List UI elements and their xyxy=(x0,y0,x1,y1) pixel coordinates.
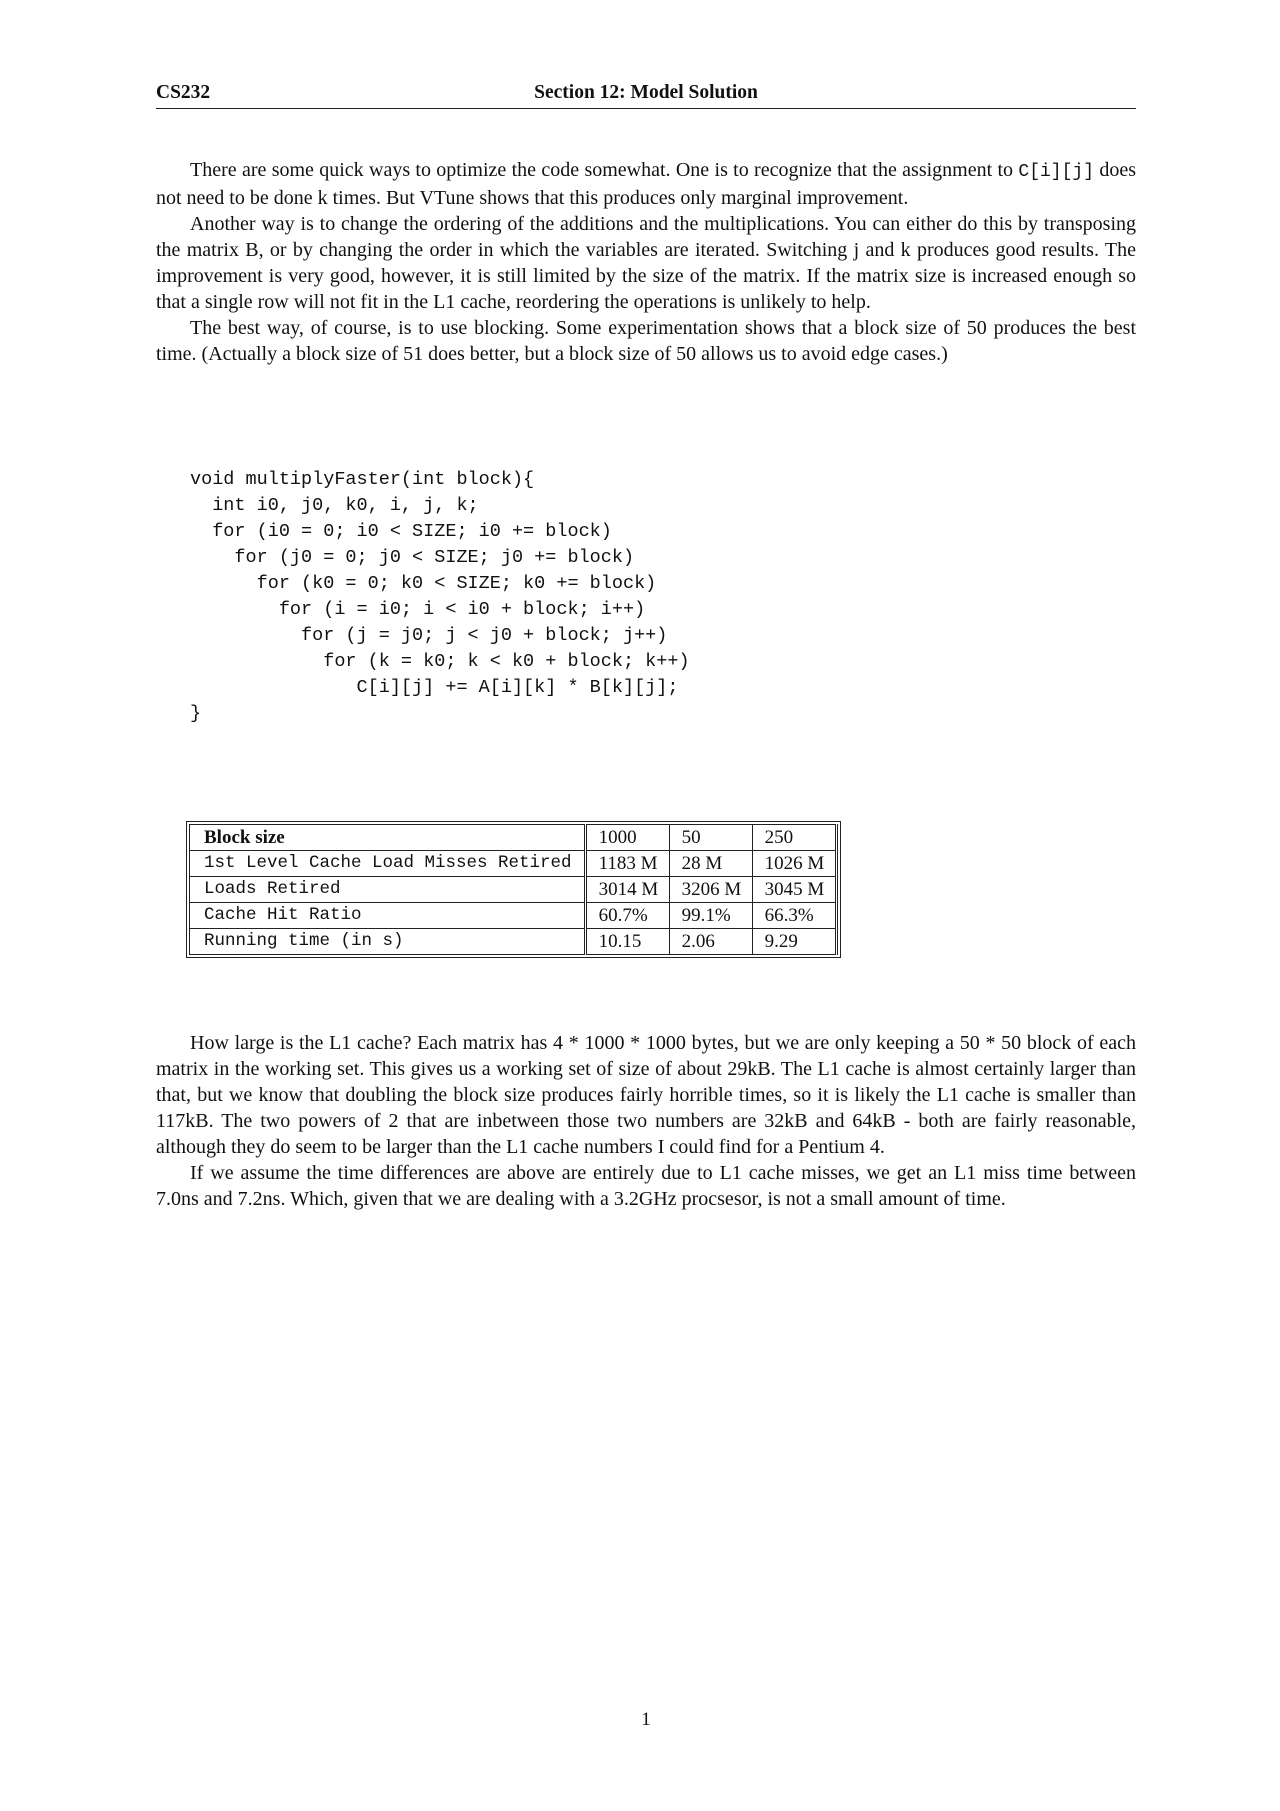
row-label-cell: Cache Hit Ratio xyxy=(190,903,586,929)
row-label-cell: 1st Level Cache Load Misses Retired xyxy=(190,851,586,877)
page-number: 1 xyxy=(641,1709,651,1730)
paragraph-l1-miss-time: If we assume the time differences are above are entirely due to L1 cache misses, we get an L1 miss time between 7.0ns and 7.2ns. Which, given that we are dealing with a 3.2GHz procsesor, is not a small amount of time. xyxy=(156,1162,1136,1210)
header-label-cell: Block size xyxy=(190,825,586,851)
header-value-cell: 50 xyxy=(669,825,752,851)
p1-text-before: There are some quick ways to optimize the code somewhat. One is to recognize that the assignment to xyxy=(190,159,1019,181)
paragraph-quick-optimizations xyxy=(156,157,1136,211)
header-value-cell: 1000 xyxy=(585,825,669,851)
row-value-cell: 3045 M xyxy=(752,877,836,903)
results-table-frame xyxy=(186,821,841,958)
results-table xyxy=(189,824,838,955)
paragraph-reordering: Another way is to change the ordering of the additions and the multiplications. You can either do this by transposing the matrix B, or by changing the order in which the variables are iterated. Switching j and k produces good results. The improvement is very good, however, it is still limited by the size of the matrix. If the matrix size is increased enough so that a single row will not fit in the L1 cache, reordering the operations is unlikely to help. xyxy=(156,213,1136,313)
table-row xyxy=(190,877,837,903)
p1-text-after: does not need to be done k times. But VTune shows that this produces only marginal improvement. xyxy=(156,159,1137,209)
table-row xyxy=(190,851,837,877)
row-value-cell: 66.3% xyxy=(752,903,836,929)
row-value-cell: 3014 M xyxy=(585,877,669,903)
row-label-cell: Running time (in s) xyxy=(190,929,586,955)
code-block-multiply-faster: void multiplyFaster(int block){ int i0, j0, k0, i, j, k; for (i0 = 0; i0 < SIZE; i0 += block) for (j0 = 0; j0 < SIZE; j0 += block) for (k0 = 0; k0 < SIZE; k0 += block) for (i = i0; i < i0 + block; i++) for (j = j0; j < j0 + block; j++) for (k = k0; k < k0 + block; k++) C[i][j] += A[i][k] * B[k][j]; } xyxy=(190,469,690,724)
table-row xyxy=(190,903,837,929)
row-value-cell: 9.29 xyxy=(752,929,836,955)
analysis-section xyxy=(156,1030,1136,1212)
intro-section xyxy=(156,157,1136,367)
row-value-cell: 28 M xyxy=(669,851,752,877)
row-label-cell: Loads Retired xyxy=(190,877,586,903)
inline-code-cij: C[i][j] xyxy=(1018,162,1095,182)
row-value-cell: 10.15 xyxy=(585,929,669,955)
header-title: Section 12: Model Solution xyxy=(534,82,758,103)
row-value-cell: 60.7% xyxy=(585,903,669,929)
row-value-cell: 1026 M xyxy=(752,851,836,877)
page-header xyxy=(156,82,1136,109)
table-header-row xyxy=(190,825,837,851)
row-value-cell: 99.1% xyxy=(669,903,752,929)
paragraph-l1-cache-size: How large is the L1 cache? Each matrix has 4 * 1000 * 1000 bytes, but we are only keeping a 50 * 50 block of each matrix in the working set. This gives us a working set of size of about 29kB. The L1 cache is almost certainly larger than that, but we know that doubling the block size produces fairly horrible times, so it is likely the L1 cache is smaller than 117kB. The two powers of 2 that are inbetween those two numbers are 32kB and 64kB - both are fairly reasonable, although they do seem to be larger than the L1 cache numbers I could find for a Pentium 4. xyxy=(156,1032,1136,1158)
header-value-cell: 250 xyxy=(752,825,836,851)
paragraph-blocking: The best way, of course, is to use blocking. Some experimentation shows that a block size of 50 produces the best time. (Actually a block size of 51 does better, but a block size of 50 allows us to avoid edge cases.) xyxy=(156,317,1136,365)
table-row xyxy=(190,929,837,955)
row-value-cell: 2.06 xyxy=(669,929,752,955)
row-value-cell: 1183 M xyxy=(585,851,669,877)
header-course: CS232 xyxy=(156,82,211,103)
row-value-cell: 3206 M xyxy=(669,877,752,903)
